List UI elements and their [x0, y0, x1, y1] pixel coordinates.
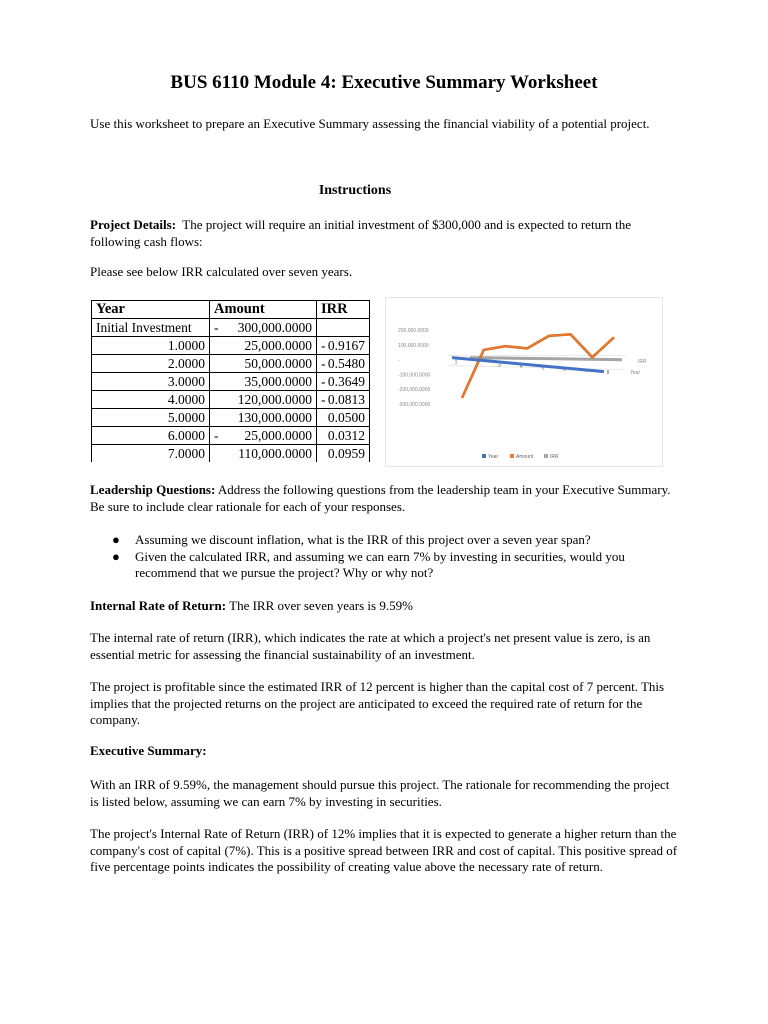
table-row [92, 337, 370, 355]
cell-irr [317, 319, 370, 337]
x-tick-label: 7 [584, 368, 588, 375]
cell-year: 4.0000 [92, 391, 210, 409]
executive-summary-paragraph-1: With an IRR of 9.59%, the management should pursue this project. The rationale for recommending the project is listed below, assuming we can earn 7% by investing in securities. [90, 777, 670, 809]
col-header-year: Year [92, 301, 210, 319]
table-row [92, 373, 370, 391]
table-row [92, 355, 370, 373]
y-tick-label: - [398, 357, 400, 364]
table-body [92, 319, 370, 463]
legend-label-year: Year [488, 454, 499, 460]
irr-chart [385, 297, 663, 467]
cell-irr: 0.0500 [317, 409, 370, 427]
leadership-label: Leadership Questions: [90, 482, 216, 497]
intro-paragraph: Use this worksheet to prepare an Executive Summary assessing the financial viability of a potential project. [90, 116, 650, 131]
page-title: BUS 6110 Module 4: Executive Summary Worksheet [170, 72, 598, 93]
series-line-irr [470, 358, 622, 360]
table-row [92, 319, 370, 337]
y-tick-label: 100,000.0000 [398, 342, 429, 349]
cell-irr: - 0.0813 [317, 391, 370, 409]
cell-year: 5.0000 [92, 409, 210, 427]
table-row [92, 409, 370, 427]
cell-irr: - 0.3649 [317, 373, 370, 391]
cash-flow-table [91, 300, 370, 462]
list-item: ● Given the calculated IRR, and assuming we can earn 7% by investing in securities, would you recommend that we pursue the project? Why or why not? [112, 548, 625, 580]
cell-year: 6.0000 [92, 427, 210, 445]
profitability-paragraph: The project is profitable since the estimated IRR of 12 percent is higher than the capital cost of 7 percent. This implies that the projected returns on the project are anticipated to exceed the required rate of return for the company. [90, 679, 665, 727]
executive-summary-heading: Executive Summary: [90, 743, 207, 758]
x-tick-label: 6 [563, 367, 566, 374]
cell-amount: 25,000.0000 [210, 337, 317, 355]
irr-text: The IRR over seven years is 9.59% [229, 598, 413, 613]
irr-definition-paragraph: The internal rate of return (IRR), which indicates the rate at which a project's net present value is zero, is an essential metric for assessing the financial sustainability of an investment. [90, 630, 651, 662]
cell-amount: - 25,000.0000 [210, 427, 317, 445]
cell-amount: 110,000.0000 [210, 445, 317, 463]
cell-year: 2.0000 [92, 355, 210, 373]
legend-swatch-irr [544, 454, 548, 458]
y-tick-label: -100,000.0000 [398, 372, 431, 379]
y-tick-label: -200,000.0000 [398, 387, 431, 394]
cell-irr: 0.0312 [317, 427, 370, 445]
legend-swatch-amount [510, 454, 514, 458]
project-details-text: The project will require an initial investment of $300,000 and is expected to return the following cash flows: [90, 217, 632, 249]
x-tick-label: 5 [541, 365, 545, 372]
question-list [112, 532, 672, 582]
legend-label-irr: IRR [550, 454, 559, 460]
cell-year: 3.0000 [92, 373, 210, 391]
list-item: ● Assuming we discount inflation, what is the IRR of this project over a seven year span? [112, 532, 591, 547]
irr-label: Internal Rate of Return: [90, 598, 227, 613]
x-tick-label: 3 [498, 362, 501, 369]
depth-label: Year [630, 370, 641, 376]
cell-year: 7.0000 [92, 445, 210, 463]
cell-irr: 0.0959 [317, 445, 370, 463]
cell-irr: - 0.9167 [317, 337, 370, 355]
cell-amount: 35,000.0000 [210, 373, 317, 391]
y-tick-label: -300,000.0000 [398, 402, 431, 408]
irr-result-paragraph [90, 598, 680, 615]
cell-amount: 50,000.0000 [210, 355, 317, 373]
col-header-amount: Amount [210, 301, 317, 319]
project-details-label: Project Details: [90, 217, 177, 232]
cell-year: 1.0000 [92, 337, 210, 355]
leadership-text: Address the following questions from the leadership team in your Executive Summary. Be sure to include clear rationale for each of your responses. [90, 482, 671, 514]
instructions-heading: Instructions [318, 183, 392, 198]
leadership-paragraph [90, 482, 680, 515]
cell-irr: - 0.5480 [317, 355, 370, 373]
bullet-icon: ● [112, 548, 120, 564]
depth-label: IRR [638, 359, 647, 365]
legend-swatch-year [482, 454, 486, 458]
table-row [92, 391, 370, 409]
cell-amount: 120,000.0000 [210, 391, 317, 409]
x-tick-label: 1 [454, 359, 458, 366]
cell-amount: - 300,000.0000 [210, 319, 317, 337]
project-details-paragraph [90, 217, 680, 250]
table-row [92, 427, 370, 445]
legend-label-amount: Amount [516, 454, 534, 460]
x-tick-label: 4 [519, 364, 523, 371]
cell-year: Initial Investment [92, 319, 210, 337]
y-tick-label: 200,000.0000 [398, 328, 429, 334]
irr-note: Please see below IRR calculated over seven years. [90, 264, 353, 279]
cell-amount: 130,000.0000 [210, 409, 317, 427]
bullet-icon: ● [112, 532, 120, 547]
table-row [92, 445, 370, 463]
col-header-irr: IRR [317, 301, 370, 319]
x-tick-label: 2 [476, 361, 480, 368]
executive-summary-paragraph-2: The project's Internal Rate of Return (IRR) of 12% implies that it is expected to generate a higher return than the company's cost of capital (7%). This is a positive spread between IRR and cost of capital. This positive spread of five percentage points indicates the possibility of creating value above the necessary rate of return. [90, 826, 678, 874]
x-tick-label: 8 [606, 370, 610, 377]
